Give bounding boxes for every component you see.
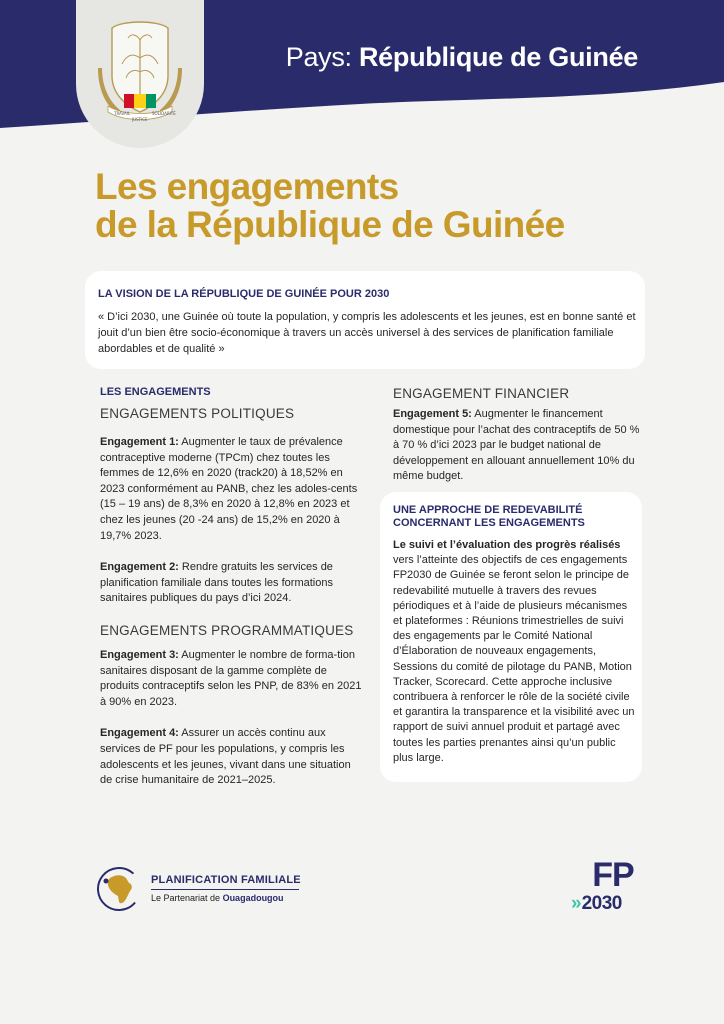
engagements-column <box>100 386 362 789</box>
pf-partnership-subtitle <box>151 893 284 903</box>
pf-divider <box>151 889 299 890</box>
accountability-lead: Le suivi et l’évaluation des progrès réalisés <box>393 539 621 551</box>
engagement-1-text: Augmenter le taux de prévalence contraceptive moderne (TPCm) chez toutes les femmes de 12,6% en 2020 (track20) à 18,52% en 2023 conformément au PANB, chez les adoles-cents (15 – 19 ans) de 8,3% en 2020 à 12,8% en 2023 et chez les jeunes (20 -24 ans) de 15,2% en 2020 à 19,7% 2023. <box>100 436 358 542</box>
pf-subtitle-city: Ouagadougou <box>222 893 284 903</box>
engagement-4 <box>100 726 362 788</box>
fp2030-logo-fp: FP <box>592 856 634 894</box>
accountability-heading <box>393 504 585 530</box>
engagement-2-text: Rendre gratuits les services de planification familiale dans toutes les formations sanitaires publiques du pays d’ici 2024. <box>100 561 333 605</box>
political-engagements-heading: ENGAGEMENTS POLITIQUES <box>100 406 295 421</box>
accountability-text <box>393 538 635 766</box>
emblem-motto-justice: JUSTICE <box>132 117 148 122</box>
country-label: Pays: <box>285 42 359 72</box>
financial-engagement-heading: ENGAGEMENT FINANCIER <box>393 386 570 401</box>
pf-subtitle-prefix: Le Partenariat de <box>151 893 223 903</box>
vision-heading: LA VISION DE LA RÉPUBLIQUE DE GUINÉE POUR 2030 <box>98 288 390 300</box>
vision-box <box>85 271 645 369</box>
engagement-5 <box>393 407 641 485</box>
accountability-heading-line2: CONCERNANT LES ENGAGEMENTS <box>393 517 585 529</box>
engagement-2 <box>100 560 362 607</box>
engagement-5-text: Augmenter le financement domestique pour l’achat des contraceptifs de 50 % à 70 % d’ici 2023 par le budget national de développement en allouant annuellement 10% du même budget. <box>393 408 640 483</box>
emblem-motto-travail: TRAVAIL <box>114 111 131 116</box>
engagement-2-label: Engagement 2: <box>100 561 179 574</box>
country-name: République de Guinée <box>358 42 638 72</box>
programmatic-engagements-heading: ENGAGEMENTS PROGRAMMATIQUES <box>100 622 354 638</box>
page-title <box>95 168 565 244</box>
engagement-5-label: Engagement 5: <box>393 408 472 420</box>
engagement-4-label: Engagement 4: <box>100 727 179 740</box>
emblem-motto-solidarite: SOLIDARITÉ <box>152 111 176 116</box>
accountability-body: vers l’atteinte des objectifs de ces engagements FP2030 de Guinée se feront selon le principe de redevabilité mutuelle à travers des revues périodiques et à l’aide de plusieurs mécanismes et plateformes : Réunions trimestrielles de suivi des engagements par le Comité National d’Élaboration de nouveaux engagements, Sessions du comité de pilotage du PANB, Motion Tracker, Scorecard. Cette approche inclusive contribuera à renforcer le rôle de la société civile et garantira la transparence et la visibilité avec un rapport de suivi annuel produit et partagé avec toutes les parties prenantes ainsi qu’un public plus large. <box>393 554 635 764</box>
page-title-line2: de la République de Guinée <box>95 204 565 245</box>
accountability-heading-line1: UNE APPROCHE DE REDEVABILITÉ <box>393 504 583 516</box>
engagement-3 <box>100 648 362 710</box>
engagement-3-text: Augmenter le nombre de forma-tion sanitaires disposant de la gamme complète de produits contraceptifs selon les PNP, de 83% en 2021 à 90% en 2023. <box>100 648 362 708</box>
pf-partnership-name: PLANIFICATION FAMILIALE <box>151 874 301 886</box>
chevrons-icon: » <box>571 893 578 914</box>
engagement-1-label: Engagement 1: <box>100 436 179 448</box>
page-title-line1: Les engagements <box>95 166 399 207</box>
engagements-heading: LES ENGAGEMENTS <box>100 386 211 398</box>
fp2030-logo-year <box>571 894 622 914</box>
engagement-4-text: Assurer un accès continu aux services de PF pour les populations, y compris les adolescents et les jeunes, vivant dans une situation de crise humanitaire de 2021–2025. <box>100 727 351 787</box>
engagement-3-label: Engagement 3: <box>100 648 179 661</box>
fp2030-year-text: 2030 <box>581 893 622 914</box>
coat-of-arms-emblem <box>94 18 186 130</box>
africa-map-icon <box>96 866 142 912</box>
country-heading <box>286 42 638 73</box>
financial-column <box>393 386 641 485</box>
engagement-1 <box>100 435 362 544</box>
vision-statement: « D’ici 2030, une Guinée où toute la population, y compris les adolescents et les jeunes, est en bonne santé et jouit d’un bien être socio-économique à travers un accès universel à des services de planification familiale abordables et de qualité » <box>98 311 636 355</box>
accountability-box <box>380 492 642 782</box>
